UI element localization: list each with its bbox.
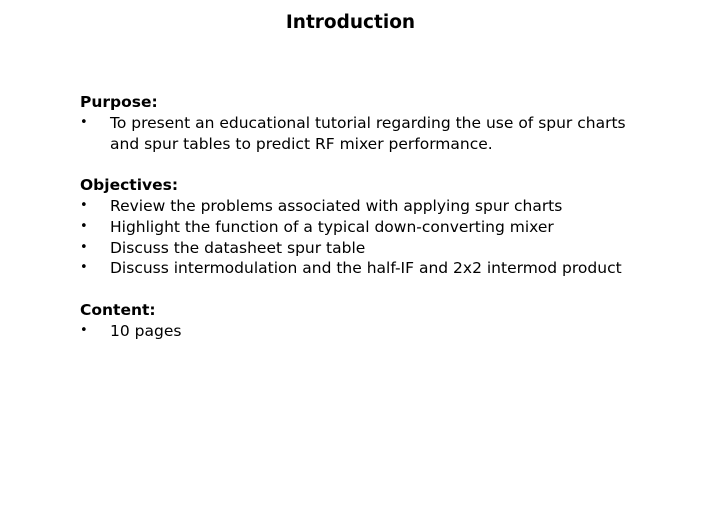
section-heading: Objectives: bbox=[80, 176, 179, 195]
list-item-text: Highlight the function of a typical down-converting mixer bbox=[110, 217, 554, 236]
section-heading: Content: bbox=[80, 300, 156, 319]
bullet-icon: • bbox=[80, 218, 88, 234]
list-item-text: 10 pages bbox=[110, 321, 182, 340]
section-purpose bbox=[80, 92, 640, 154]
bullet-icon: • bbox=[80, 260, 88, 276]
section-objectives bbox=[80, 175, 640, 279]
slide-body bbox=[80, 92, 640, 342]
list-item bbox=[80, 238, 640, 259]
bullet-list bbox=[80, 196, 640, 279]
list-item bbox=[80, 196, 640, 217]
bullet-list bbox=[80, 113, 640, 155]
bullet-icon: • bbox=[80, 197, 88, 213]
list-item bbox=[80, 217, 640, 238]
bullet-icon: • bbox=[80, 239, 88, 255]
bullet-icon: • bbox=[80, 114, 88, 130]
bullet-icon: • bbox=[80, 322, 88, 338]
section-content bbox=[80, 300, 640, 342]
section-heading: Purpose: bbox=[80, 93, 158, 111]
list-item-text: Discuss the datasheet spur table bbox=[110, 238, 366, 257]
slide-title: Introduction bbox=[285, 12, 416, 33]
list-item bbox=[80, 113, 640, 155]
list-item-text: Review the problems associated with applying spur charts bbox=[110, 196, 563, 215]
list-item-text: To present an educational tutorial regarding the use of spur charts and spur tables to predict RF mixer performance. bbox=[110, 113, 626, 153]
bullet-list bbox=[80, 321, 640, 342]
list-item-text: Discuss intermodulation and the half-IF and 2x2 intermod product bbox=[110, 259, 622, 278]
list-item bbox=[80, 258, 640, 279]
list-item bbox=[80, 321, 640, 342]
